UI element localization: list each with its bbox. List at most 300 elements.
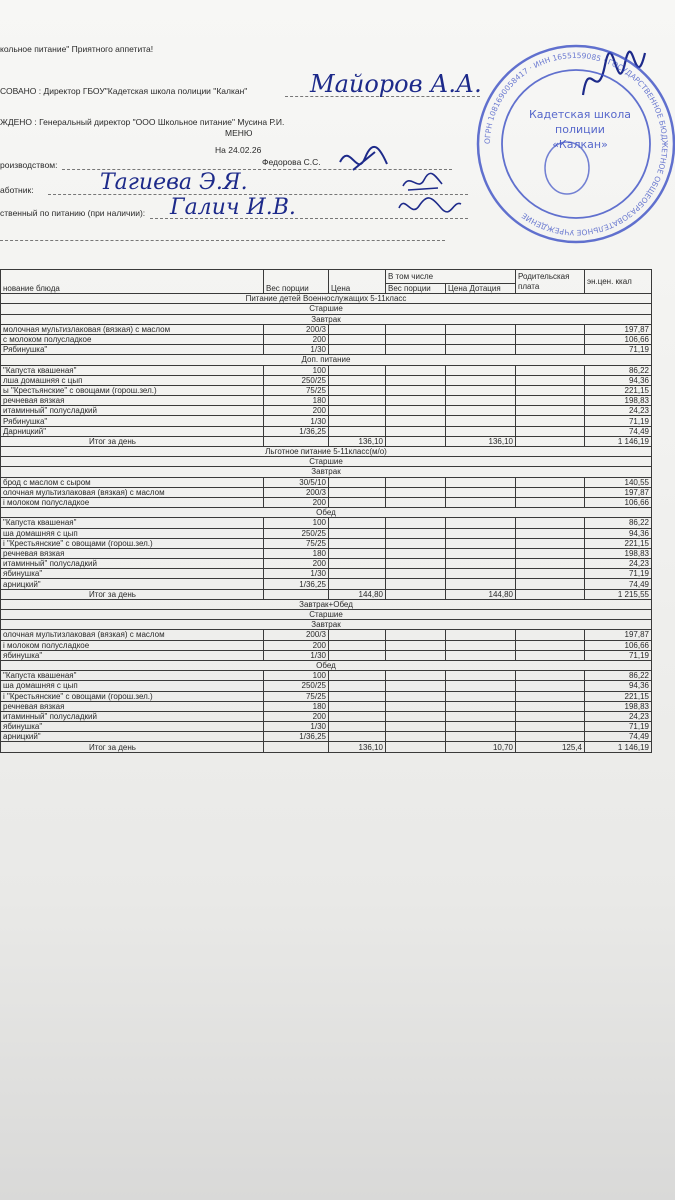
dish-name: ябинушка" — [1, 569, 264, 579]
dish-energy: 198,83 — [585, 701, 652, 711]
dish-energy: 86,22 — [585, 518, 652, 528]
dish-energy: 94,36 — [585, 375, 652, 385]
dish-weight: 1/36,25 — [264, 732, 329, 742]
dish-parent — [516, 650, 585, 660]
section-label: Завтрак — [1, 314, 652, 324]
dish-row — [1, 396, 652, 406]
dish-name: олочная мультизлаковая (вязкая) с маслом — [1, 487, 264, 497]
section-row — [1, 294, 652, 304]
dish-inc-weight — [386, 538, 446, 548]
dish-row — [1, 722, 652, 732]
dish-inc-weight — [386, 701, 446, 711]
total-energy: 1 146,19 — [585, 742, 652, 752]
section-label: Завтрак — [1, 620, 652, 630]
dish-weight: 100 — [264, 365, 329, 375]
dish-price — [329, 711, 386, 721]
dish-name: ша домашняя с цып — [1, 528, 264, 538]
col-header-parent: Родительская плата — [516, 270, 585, 294]
section-label: Завтрак+Обед — [1, 599, 652, 609]
dish-inc-price — [446, 538, 516, 548]
total-price: 136,10 — [329, 436, 386, 446]
dish-parent — [516, 334, 585, 344]
svg-text:полиции: полиции — [555, 123, 605, 136]
dish-energy: 74,49 — [585, 732, 652, 742]
dish-row — [1, 569, 652, 579]
dish-name: "Капуста квашеная" — [1, 671, 264, 681]
dish-row — [1, 375, 652, 385]
responsible-signature — [395, 192, 465, 222]
dish-energy: 197,87 — [585, 487, 652, 497]
dish-energy: 86,22 — [585, 671, 652, 681]
dish-inc-price — [446, 559, 516, 569]
dish-weight: 1/30 — [264, 569, 329, 579]
svg-text:ОГРН 1081690058417 · ИНН 16551: ОГРН 1081690058417 · ИНН 1655159085 · ГОСУДАРСТВЕННОЕ БЮДЖЕТНОЕ ОБЩЕОБРАЗОВАТЕЛЬНОЕ УЧРЕЖДЕНИЕ — [482, 50, 670, 238]
dish-row — [1, 334, 652, 344]
dish-inc-price — [446, 640, 516, 650]
dish-inc-price — [446, 650, 516, 660]
dish-name: ы "Крестьянские" с овощами (горош.зел.) — [1, 385, 264, 395]
dish-energy: 71,19 — [585, 722, 652, 732]
dish-name: итаминный" полусладкий — [1, 406, 264, 416]
dish-inc-weight — [386, 497, 446, 507]
dish-parent — [516, 487, 585, 497]
dish-parent — [516, 426, 585, 436]
section-label: Питание детей Военнослужащих 5-11класс — [1, 294, 652, 304]
dish-inc-price — [446, 334, 516, 344]
dish-parent — [516, 345, 585, 355]
dish-inc-weight — [386, 691, 446, 701]
school-stamp — [472, 40, 675, 248]
dish-inc-weight — [386, 426, 446, 436]
dish-inc-weight — [386, 711, 446, 721]
responsible-name-handwritten: Галич И.В. — [170, 195, 296, 220]
dish-name: і "Крестьянские" с овощами (горош.зел.) — [1, 538, 264, 548]
dish-row — [1, 426, 652, 436]
dish-name: "Капуста квашеная" — [1, 518, 264, 528]
dish-energy: 106,66 — [585, 334, 652, 344]
section-row — [1, 447, 652, 457]
dish-parent — [516, 722, 585, 732]
dish-price — [329, 365, 386, 375]
dish-inc-weight — [386, 396, 446, 406]
dish-parent — [516, 365, 585, 375]
dish-price — [329, 345, 386, 355]
section-row — [1, 314, 652, 324]
col-header-inc-weight: Вес порции — [386, 284, 446, 294]
menu-table-body — [1, 294, 652, 752]
total-weight — [264, 436, 329, 446]
dish-row — [1, 671, 652, 681]
col-header-price: Цена — [329, 270, 386, 294]
section-row — [1, 610, 652, 620]
dish-price — [329, 579, 386, 589]
section-row — [1, 620, 652, 630]
dish-energy: 198,83 — [585, 548, 652, 558]
dish-weight: 30/5/10 — [264, 477, 329, 487]
dish-inc-weight — [386, 579, 446, 589]
dish-price — [329, 681, 386, 691]
dish-weight: 200/3 — [264, 324, 329, 334]
dish-price — [329, 671, 386, 681]
dish-parent — [516, 671, 585, 681]
dish-inc-price — [446, 579, 516, 589]
total-inc-weight — [386, 436, 446, 446]
dish-parent — [516, 477, 585, 487]
dish-parent — [516, 559, 585, 569]
dish-price — [329, 701, 386, 711]
dish-inc-weight — [386, 324, 446, 334]
dish-inc-price — [446, 569, 516, 579]
production-label: роизводством: — [0, 160, 58, 170]
total-inc-price: 144,80 — [446, 589, 516, 599]
dish-inc-weight — [386, 569, 446, 579]
dish-name: арницкий" — [1, 732, 264, 742]
total-parent — [516, 589, 585, 599]
menu-date: На 24.02.26 — [215, 145, 262, 155]
worker-label: аботник: — [0, 185, 34, 195]
dish-weight: 100 — [264, 671, 329, 681]
dish-parent — [516, 396, 585, 406]
total-parent: 125,4 — [516, 742, 585, 752]
dish-weight: 200 — [264, 711, 329, 721]
dish-inc-weight — [386, 650, 446, 660]
total-row — [1, 589, 652, 599]
dish-energy: 94,36 — [585, 681, 652, 691]
dish-parent — [516, 732, 585, 742]
dish-weight: 180 — [264, 548, 329, 558]
production-signature — [335, 140, 395, 180]
dish-row — [1, 548, 652, 558]
dish-parent — [516, 691, 585, 701]
dish-parent — [516, 711, 585, 721]
dish-energy: 106,66 — [585, 640, 652, 650]
dish-energy: 198,83 — [585, 396, 652, 406]
section-row — [1, 599, 652, 609]
dish-energy: 24,23 — [585, 711, 652, 721]
dish-row — [1, 538, 652, 548]
dish-weight: 180 — [264, 396, 329, 406]
dish-name: Рябинушка" — [1, 416, 264, 426]
dish-row — [1, 477, 652, 487]
dish-weight: 1/30 — [264, 650, 329, 660]
section-label: Льготное питание 5-11класс(м/о) — [1, 447, 652, 457]
dish-name: олочная мультизлаковая (вязкая) с маслом — [1, 630, 264, 640]
dish-price — [329, 630, 386, 640]
dish-inc-weight — [386, 487, 446, 497]
dish-inc-weight — [386, 671, 446, 681]
dish-inc-weight — [386, 559, 446, 569]
dish-name: молочная мультизлаковая (вязкая) с маслом — [1, 324, 264, 334]
dish-name: і молоком полусладкое — [1, 640, 264, 650]
dish-price — [329, 385, 386, 395]
dish-parent — [516, 385, 585, 395]
dish-weight: 200 — [264, 406, 329, 416]
total-weight — [264, 589, 329, 599]
total-inc-weight — [386, 589, 446, 599]
dish-price — [329, 722, 386, 732]
header-line-title: кольное питание" Приятного аппетита! — [0, 44, 154, 54]
header-approved: ЖДЕНО : Генеральный директор "ООО Школьное питание" Мусина Р.И. — [0, 117, 285, 127]
dish-price — [329, 548, 386, 558]
total-label: Итог за день — [1, 742, 264, 752]
total-inc-price: 136,10 — [446, 436, 516, 446]
dish-weight: 250/25 — [264, 528, 329, 538]
dish-row — [1, 701, 652, 711]
total-price: 144,80 — [329, 589, 386, 599]
dish-price — [329, 528, 386, 538]
dish-price — [329, 477, 386, 487]
dish-row — [1, 518, 652, 528]
dish-parent — [516, 569, 585, 579]
dish-price — [329, 569, 386, 579]
dish-row — [1, 528, 652, 538]
dish-price — [329, 416, 386, 426]
dish-inc-price — [446, 487, 516, 497]
dish-name: і "Крестьянские" с овощами (горош.зел.) — [1, 691, 264, 701]
dish-inc-weight — [386, 345, 446, 355]
total-energy: 1 215,55 — [585, 589, 652, 599]
dish-inc-weight — [386, 548, 446, 558]
dish-weight: 1/30 — [264, 416, 329, 426]
dish-parent — [516, 324, 585, 334]
dish-price — [329, 487, 386, 497]
responsible-label: ственный по питанию (при наличии): — [0, 208, 146, 218]
section-row — [1, 467, 652, 477]
dish-row — [1, 385, 652, 395]
dish-weight: 250/25 — [264, 681, 329, 691]
table-header-row-1 — [1, 270, 652, 284]
dish-row — [1, 497, 652, 507]
total-label: Итог за день — [1, 589, 264, 599]
dish-weight: 200/3 — [264, 487, 329, 497]
dish-energy: 197,87 — [585, 630, 652, 640]
dish-row — [1, 732, 652, 742]
dish-name: арницкий" — [1, 579, 264, 589]
dish-energy: 71,19 — [585, 416, 652, 426]
dish-parent — [516, 375, 585, 385]
dish-row — [1, 579, 652, 589]
dish-row — [1, 406, 652, 416]
dish-price — [329, 538, 386, 548]
dish-inc-weight — [386, 385, 446, 395]
dish-inc-weight — [386, 416, 446, 426]
dish-name: "Капуста квашеная" — [1, 365, 264, 375]
dish-inc-weight — [386, 375, 446, 385]
dish-name: лша домашняя с цып — [1, 375, 264, 385]
dish-inc-weight — [386, 365, 446, 375]
dish-energy: 74,49 — [585, 579, 652, 589]
section-label: Доп. питание — [1, 355, 652, 365]
dish-name: брод с маслом с сыром — [1, 477, 264, 487]
dish-row — [1, 640, 652, 650]
dish-inc-price — [446, 711, 516, 721]
dish-inc-weight — [386, 681, 446, 691]
dish-weight: 200 — [264, 640, 329, 650]
total-inc-weight — [386, 742, 446, 752]
section-label: Завтрак — [1, 467, 652, 477]
section-row — [1, 304, 652, 314]
total-parent — [516, 436, 585, 446]
dish-weight: 1/30 — [264, 722, 329, 732]
section-row — [1, 660, 652, 670]
dish-name: ябинушка" — [1, 650, 264, 660]
section-label: Обед — [1, 660, 652, 670]
dish-inc-weight — [386, 334, 446, 344]
dish-weight: 1/36,25 — [264, 426, 329, 436]
dish-inc-price — [446, 732, 516, 742]
dish-price — [329, 406, 386, 416]
dish-parent — [516, 681, 585, 691]
dish-energy: 24,23 — [585, 559, 652, 569]
dish-weight: 200 — [264, 497, 329, 507]
dish-weight: 1/36,25 — [264, 579, 329, 589]
dish-price — [329, 497, 386, 507]
dish-energy: 74,49 — [585, 426, 652, 436]
total-label: Итог за день — [1, 436, 264, 446]
dish-weight: 75/25 — [264, 538, 329, 548]
dish-inc-weight — [386, 528, 446, 538]
dish-inc-price — [446, 630, 516, 640]
dish-energy: 140,55 — [585, 477, 652, 487]
dish-name: ша домашняя с цып — [1, 681, 264, 691]
dish-row — [1, 630, 652, 640]
col-header-weight: Вес порции — [264, 270, 329, 294]
total-row — [1, 742, 652, 752]
dish-row — [1, 365, 652, 375]
dish-inc-price — [446, 691, 516, 701]
dish-inc-price — [446, 477, 516, 487]
dish-parent — [516, 538, 585, 548]
dish-weight: 200/3 — [264, 630, 329, 640]
dish-name: Дарницкий" — [1, 426, 264, 436]
dish-inc-price — [446, 681, 516, 691]
dish-inc-price — [446, 416, 516, 426]
col-header-including: В том числе — [386, 270, 516, 284]
dish-weight: 1/30 — [264, 345, 329, 355]
dish-parent — [516, 579, 585, 589]
dish-energy: 24,23 — [585, 406, 652, 416]
dish-energy: 71,19 — [585, 345, 652, 355]
dish-energy: 86,22 — [585, 365, 652, 375]
dish-energy: 71,19 — [585, 650, 652, 660]
dish-inc-price — [446, 548, 516, 558]
dish-row — [1, 691, 652, 701]
section-label: Старшие — [1, 610, 652, 620]
dish-name: речневая вязкая — [1, 701, 264, 711]
menu-title: МЕНЮ — [225, 128, 253, 138]
dish-inc-price — [446, 385, 516, 395]
col-header-name: нование блюда — [1, 270, 264, 294]
dish-inc-weight — [386, 722, 446, 732]
dish-inc-price — [446, 722, 516, 732]
dish-parent — [516, 497, 585, 507]
dish-price — [329, 426, 386, 436]
dish-price — [329, 396, 386, 406]
dish-row — [1, 559, 652, 569]
dish-inc-price — [446, 426, 516, 436]
dish-price — [329, 650, 386, 660]
dish-weight: 100 — [264, 518, 329, 528]
total-energy: 1 146,19 — [585, 436, 652, 446]
dish-energy: 221,15 — [585, 691, 652, 701]
dish-inc-price — [446, 375, 516, 385]
separator-line — [0, 240, 445, 241]
dish-name: речневая вязкая — [1, 396, 264, 406]
dish-row — [1, 650, 652, 660]
worker-name-handwritten: Тагиева Э.Я. — [100, 170, 248, 195]
production-name: Федорова С.С. — [262, 157, 321, 167]
dish-inc-weight — [386, 518, 446, 528]
dish-energy: 106,66 — [585, 497, 652, 507]
dish-weight: 180 — [264, 701, 329, 711]
total-row — [1, 436, 652, 446]
dish-inc-weight — [386, 406, 446, 416]
dish-name: итаминный" полусладкий — [1, 711, 264, 721]
dish-inc-price — [446, 406, 516, 416]
dish-parent — [516, 416, 585, 426]
svg-text:«Калкан»: «Калкан» — [552, 138, 608, 151]
dish-row — [1, 416, 652, 426]
dish-name: і молоком полусладкое — [1, 497, 264, 507]
dish-inc-weight — [386, 732, 446, 742]
section-label: Обед — [1, 508, 652, 518]
dish-row — [1, 681, 652, 691]
dish-weight: 200 — [264, 334, 329, 344]
dish-price — [329, 732, 386, 742]
dish-row — [1, 487, 652, 497]
dish-inc-weight — [386, 477, 446, 487]
dish-parent — [516, 518, 585, 528]
dish-energy: 221,15 — [585, 385, 652, 395]
dish-inc-price — [446, 518, 516, 528]
dish-energy: 94,36 — [585, 528, 652, 538]
dish-inc-price — [446, 701, 516, 711]
dish-name: ябинушка" — [1, 722, 264, 732]
dish-row — [1, 345, 652, 355]
dish-inc-price — [446, 324, 516, 334]
col-header-energy: эн.цен. ккал — [585, 270, 652, 294]
section-label: Старшие — [1, 457, 652, 467]
dish-row — [1, 324, 652, 334]
dish-energy: 197,87 — [585, 324, 652, 334]
dish-inc-price — [446, 396, 516, 406]
dish-price — [329, 559, 386, 569]
total-price: 136,10 — [329, 742, 386, 752]
dish-parent — [516, 548, 585, 558]
dish-weight: 250/25 — [264, 375, 329, 385]
header-agreed: СОВАНО : Директор ГБОУ"Кадетская школа полиции "Калкан" — [0, 86, 248, 96]
dish-price — [329, 518, 386, 528]
dish-price — [329, 375, 386, 385]
menu-table — [0, 269, 652, 753]
dish-name: итаминный" полусладкий — [1, 559, 264, 569]
section-row — [1, 355, 652, 365]
dish-price — [329, 640, 386, 650]
dish-inc-weight — [386, 640, 446, 650]
agreed-signature-handwritten: Майоров А.А. — [310, 70, 482, 98]
dish-parent — [516, 406, 585, 416]
dish-weight: 200 — [264, 559, 329, 569]
dish-row — [1, 711, 652, 721]
dish-energy: 71,19 — [585, 569, 652, 579]
dish-name: Рябинушка" — [1, 345, 264, 355]
section-row — [1, 457, 652, 467]
dish-inc-price — [446, 345, 516, 355]
dish-weight: 75/25 — [264, 385, 329, 395]
dish-inc-price — [446, 365, 516, 375]
svg-text:Кадетская школа: Кадетская школа — [528, 108, 632, 121]
dish-inc-price — [446, 671, 516, 681]
